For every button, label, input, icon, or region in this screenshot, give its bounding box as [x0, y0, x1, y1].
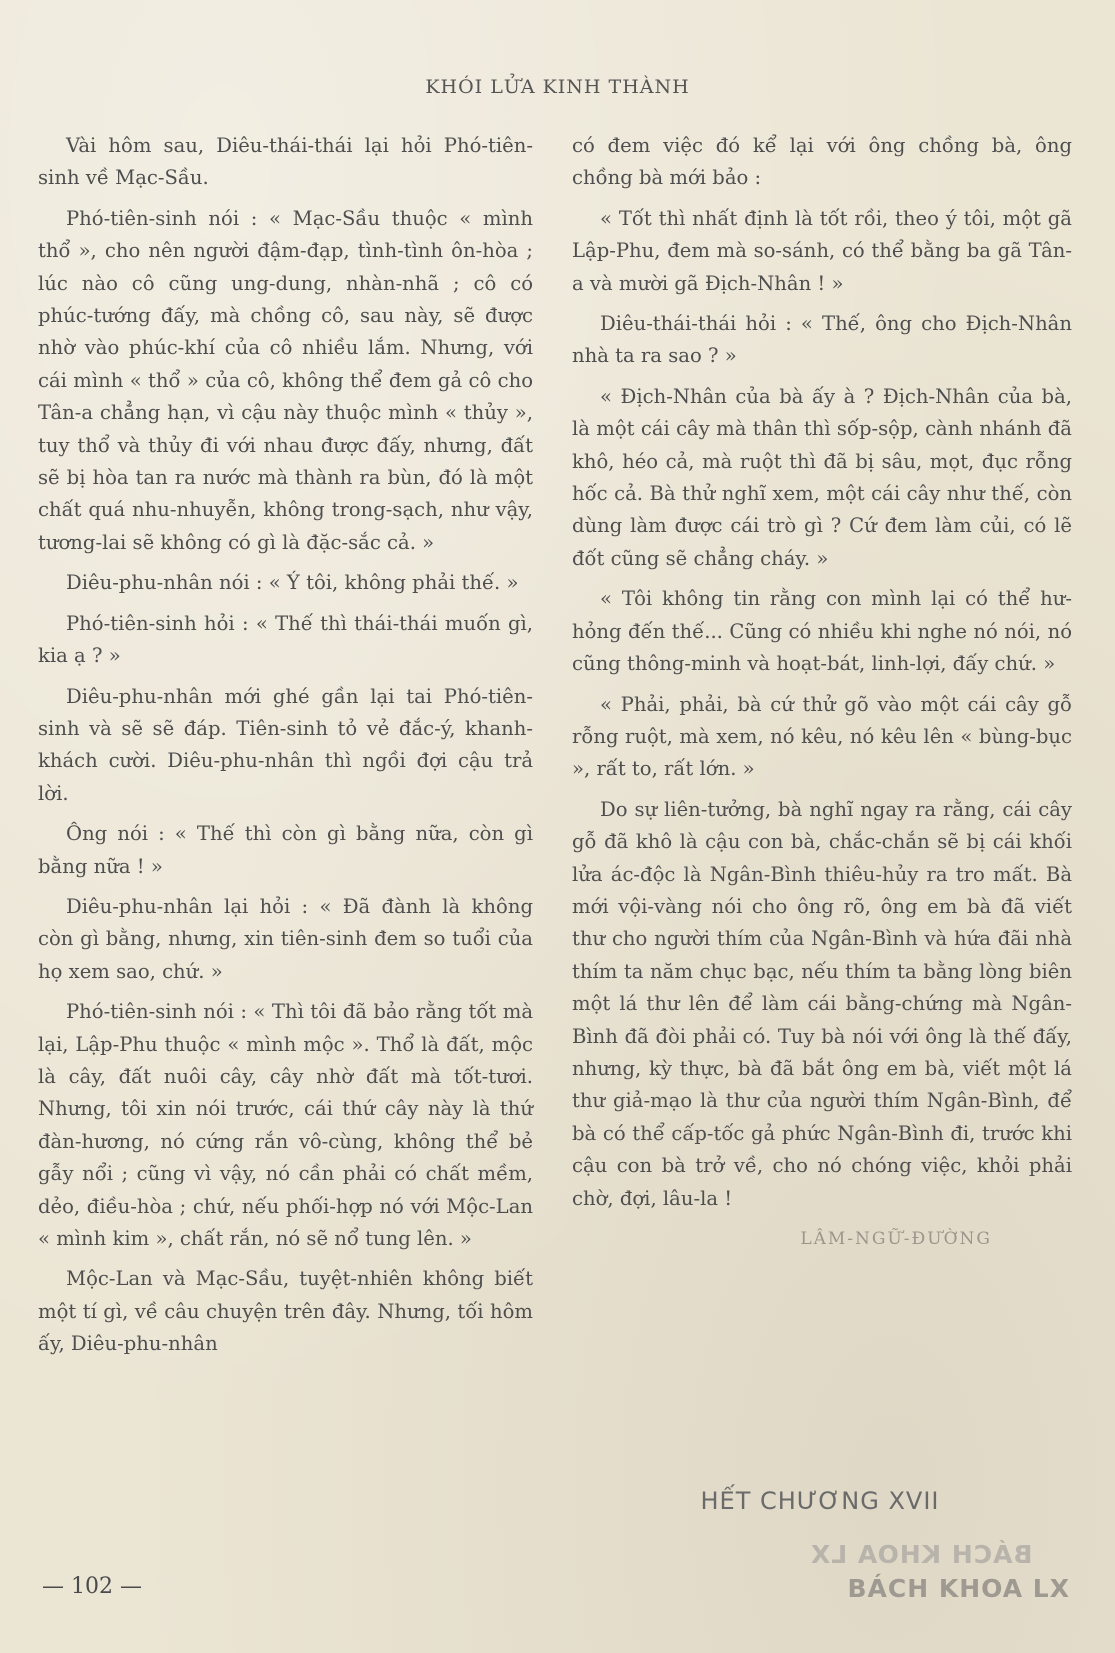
paragraph: Diêu-phu-nhân mới ghé gần lại tai Phó-tiên-sinh và sẽ sẽ đáp. Tiên-sinh tỏ vẻ đắc-ý, khanh-khách cười. Diêu-phu-nhân thì ngồi đợi cậu trả lời.	[38, 684, 533, 805]
right-column	[572, 130, 1072, 1263]
paragraph: Vài hôm sau, Diêu-thái-thái lại hỏi Phó-tiên-sinh về Mạc-Sầu.	[38, 134, 533, 190]
running-title: KHÓI LỬA KINH THÀNH	[425, 76, 690, 98]
paragraph: Diêu-phu-nhân lại hỏi : « Đã đành là không còn gì bằng, nhưng, xin tiên-sinh đem so tuổi của họ xem sao, chứ. »	[38, 894, 533, 983]
paragraph: Diêu-phu-nhân nói : « Ý tôi, không phải thế. »	[66, 571, 519, 595]
magazine-name: BÁCH KHOA LX	[847, 1574, 1070, 1603]
paragraph: « Tốt thì nhất định là tốt rồi, theo ý tôi, một gã Lập-Phu, đem mà so-sánh, có thể bằng ba gã Tân-a và mười gã Địch-Nhân ! »	[572, 206, 1072, 295]
paragraph: « Phải, phải, bà cứ thử gõ vào một cái cây gỗ rỗng ruột, mà xem, nó kêu, nó kêu lên « bùng-bục », rất to, rất lớn. »	[572, 692, 1072, 781]
paragraph: Phó-tiên-sinh nói : « Mạc-Sầu thuộc « mình thổ », cho nên người đậm-đạp, tình-tình ôn-hòa ; lúc nào cô cũng ung-dung, nhàn-nhã ; cô có phúc-tướng đấy, mà chồng cô, sau này, sẽ được nhờ vào phúc-khí của cô nhiều lắm. Nhưng, với cái mình « thổ » của cô, không thể đem gả cô cho Tân-a chẳng hạn, vì cậu này thuộc mình « thủy », tuy thổ và thủy đi với nhau được đấy, nhưng, đất sẽ bị hòa tan ra nước mà thành ra bùn, đó là một chất quá nhu-nhuyễn, không trong-sạch, như vậy, tương-lai sẽ không có gì là đặc-sắc cả. »	[38, 206, 533, 554]
paragraph: Ông nói : « Thế thì còn gì bằng nữa, còn gì bằng nữa ! »	[38, 822, 533, 878]
paragraph: Mộc-Lan và Mạc-Sầu, tuyệt-nhiên không biết một tí gì, về câu chuyện trên đây. Nhưng, tối hôm ấy, Diêu-phu-nhân	[38, 1267, 533, 1356]
magazine-name-show-through: BÁCH KHOA LX	[810, 1540, 1033, 1569]
end-of-chapter: HẾT CHƯƠNG XVII	[700, 1487, 940, 1515]
paragraph-continued: có đem việc đó kể lại với ông chồng bà, ông chồng bà mới bảo :	[572, 134, 1072, 190]
paragraph: « Tôi không tin rằng con mình lại có thể hư-hỏng đến thế... Cũng có nhiều khi nghe nó nói, nó cũng thông-minh và hoạt-bát, linh-lợi, đấy chứ. »	[572, 587, 1072, 676]
paragraph: Diêu-thái-thái hỏi : « Thế, ông cho Địch-Nhân nhà ta ra sao ? »	[572, 312, 1072, 368]
paragraph: Do sự liên-tưởng, bà nghĩ ngay ra rằng, cái cây gỗ đã khô là cậu con bà, chắc-chắn sẽ bị cái khối lửa ác-độc là Ngân-Bình thiêu-hủy ra tro mất. Bà mới vội-vàng nói cho ông rõ, ông em bà đã viết thư cho người thím của Ngân-Bình và hứa đãi nhà thím ta năm chục bạc, nếu thím ta bằng lòng biên một lá thư lên để làm cái bằng-chứng mà Ngân-Bình đã đòi phải có. Tuy bà nói với ông là thế đấy, nhưng, kỳ thực, bà đã bắt ông em bà, viết một lá thư giả-mạo là thư của người thím Ngân-Bình, để bà có thể cấp-tốc gả phức Ngân-Bình đi, trước khi cậu con bà trở về, cho nó chóng việc, khỏi phải chờ, đợi, lâu-la !	[572, 797, 1072, 1210]
author-signature: LÂM-NGỮ-ĐƯỜNG	[800, 1229, 992, 1249]
paragraph: Phó-tiên-sinh nói : « Thì tôi đã bảo rằng tốt mà lại, Lập-Phu thuộc « mình mộc ». Thổ là đất, mộc là cây, đất nuôi cây, cây nhờ đất mà tốt-tươi. Nhưng, tôi xin nói trước, cái thứ cây này là thứ đàn-hương, nó cứng rắn vô-cùng, không thể bẻ gẫy nổi ; cũng vì vậy, nó cần phải có chất mềm, dẻo, điều-hòa ; chứ, nếu phối-hợp nó với Mộc-Lan « mình kim », chất rắn, nó sẽ nổ tung lên. »	[38, 1000, 533, 1250]
paragraph: Phó-tiên-sinh hỏi : « Thế thì thái-thái muốn gì, kia ạ ? »	[38, 611, 533, 668]
left-column	[38, 130, 533, 1369]
page-number: — 102 —	[42, 1574, 142, 1599]
paragraph: « Địch-Nhân của bà ấy à ? Địch-Nhân của bà, là một cái cây mà thân thì sốp-sộp, cành nhánh đã khô, héo cả, mà ruột thì đã bị sâu, mọt, đục rỗng hốc cả. Bà thử nghĩ xem, một cái cây như thế, còn dùng làm được cái trò gì ? Cứ đem làm củi, có lẽ đốt cũng sẽ chẳng cháy. »	[572, 384, 1072, 570]
